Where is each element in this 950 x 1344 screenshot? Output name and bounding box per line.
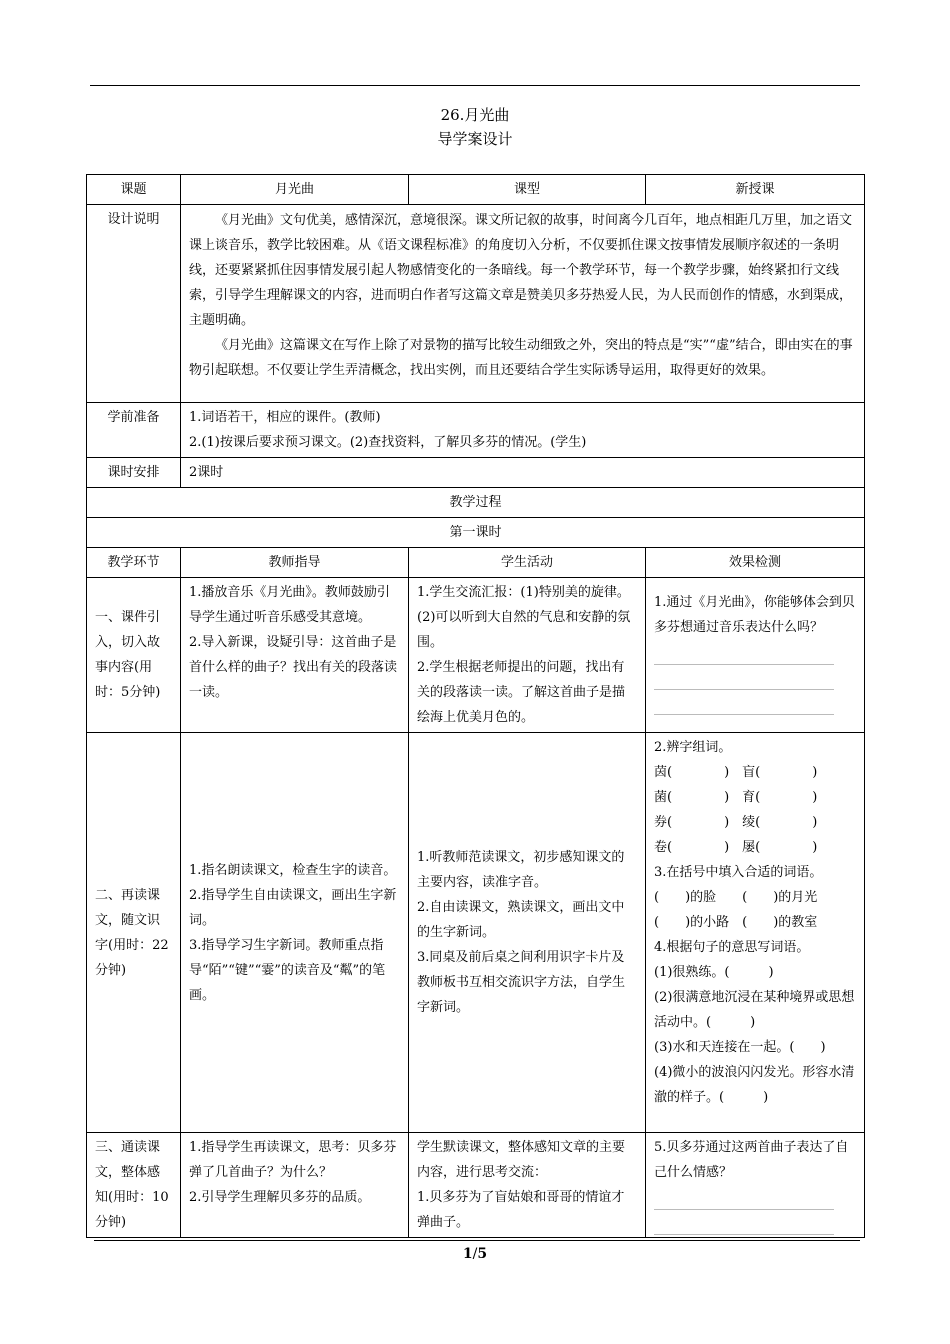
lesson-plan-table bbox=[86, 174, 865, 1238]
design-paragraph-1: 《月光曲》文句优美，感情深沉，意境很深。课文所记叙的故事，时间离今几百年，地点相距几万里，加之语文课上谈音乐，教学比较困难。从《语文课程标准》的角度切入分析，不仅要抓住课文按事情发展顺序叙述的一条明线，还要紧紧抓住因事情发展引起人物感情变化的一条暗线。每一个教学环节，每一个教学步骤，始终紧扣行文线索，引导学生理解课文的内容，进而明白作者写这篇文章是赞美贝多芬热爱人民，为人民而创作的情感，水到渠成，主题明确。 bbox=[189, 213, 853, 328]
schedule-label: 课时安排 bbox=[87, 458, 181, 488]
list-item: 1.学生交流汇报：(1)特别美的旋律。(2)可以听到大自然的气息和安静的氛围。 bbox=[417, 585, 631, 650]
list-item: 菌( ) 育( ) bbox=[654, 790, 818, 805]
list-item: 卷( ) 屡( ) bbox=[654, 840, 818, 855]
prep-item-2: 2.(1)按课后要求预习课文。(2)查找资料，了解贝多芬的情况。(学生) bbox=[189, 435, 587, 450]
list-item: 3.同桌及前后桌之间利用识字卡片及教师板书互相交流识字方法，自学生字新词。 bbox=[417, 950, 626, 1015]
list-item: 茵( ) 盲( ) bbox=[654, 765, 818, 780]
list-item: (2)很满意地沉浸在某种境界或思想活动中。( ) bbox=[654, 990, 855, 1030]
student-cell bbox=[409, 578, 646, 733]
type-label: 课型 bbox=[409, 175, 646, 205]
list-item: 1.指导学生再读课文，思考：贝多芬弹了几首曲子？为什么？ bbox=[189, 1140, 397, 1180]
list-item: (1)很熟练。( ) bbox=[654, 965, 774, 980]
list-item: 2.自由读课文，熟读课文，画出文中的生字新词。 bbox=[417, 900, 625, 940]
list-item: 2.学生根据老师提出的问题，找出有关的段落读一读。了解这首曲子是描绘海上优美月色的。 bbox=[417, 660, 626, 725]
table-row bbox=[87, 1133, 865, 1238]
lesson-title: 第一课时 bbox=[87, 518, 865, 548]
answer-line[interactable] bbox=[654, 1185, 834, 1210]
page-indicator bbox=[0, 1246, 950, 1262]
stage-cell: 三、通读课文，整体感知(用时：10分钟) bbox=[87, 1133, 181, 1238]
check-cell bbox=[646, 578, 865, 733]
design-label: 设计说明 bbox=[87, 205, 181, 403]
list-item: 1.指名朗读课文，检查生字的读音。 bbox=[189, 862, 397, 878]
list-item: 券( ) 绫( ) bbox=[654, 815, 818, 830]
col-header-student: 学生活动 bbox=[409, 548, 646, 578]
check-cell bbox=[646, 733, 865, 1133]
schedule-value: 2课时 bbox=[181, 458, 865, 488]
process-title: 教学过程 bbox=[87, 488, 865, 518]
list-item: 4.根据句子的意思写词语。 bbox=[654, 940, 810, 955]
list-item: 5.贝多芬通过这两首曲子表达了自己什么情感？ bbox=[654, 1140, 849, 1180]
page-number: 1 bbox=[462, 1246, 473, 1262]
topic-label: 课题 bbox=[87, 175, 181, 205]
check-cell bbox=[646, 1133, 865, 1238]
answer-line[interactable] bbox=[654, 1210, 834, 1235]
answer-line[interactable] bbox=[654, 640, 834, 665]
list-item: 2.引导学生理解贝多芬的品质。 bbox=[189, 1190, 371, 1205]
prep-text bbox=[181, 403, 865, 458]
topic-value: 月光曲 bbox=[181, 175, 409, 205]
prep-item-1: 1.词语若干，相应的课件。(教师) bbox=[189, 410, 381, 425]
list-item: 1.听教师范读课文，初步感知课文的主要内容，读准字音。 bbox=[417, 850, 625, 890]
list-item: (3)水和天连接在一起。( ) bbox=[654, 1040, 826, 1055]
answer-line[interactable] bbox=[654, 665, 834, 690]
list-item: 2.指导学生自由读课文，画出生字新词。 bbox=[189, 887, 397, 928]
table-row bbox=[87, 578, 865, 733]
design-text bbox=[181, 205, 865, 403]
teacher-cell bbox=[181, 733, 409, 1133]
table-row bbox=[87, 733, 865, 1133]
stage-cell: 二、再读课文，随文识字(用时：22分钟) bbox=[87, 733, 181, 1133]
page-separator: / bbox=[472, 1246, 478, 1262]
col-header-stage: 教学环节 bbox=[87, 548, 181, 578]
footer-rule bbox=[94, 1240, 860, 1241]
prep-label: 学前准备 bbox=[87, 403, 181, 458]
teacher-cell bbox=[181, 578, 409, 733]
header-rule bbox=[90, 85, 860, 86]
col-header-teacher: 教师指导 bbox=[181, 548, 409, 578]
teacher-cell bbox=[181, 1133, 409, 1238]
list-item: 学生默读课文，整体感知文章的主要内容，进行思考交流： bbox=[417, 1140, 626, 1180]
list-item: 2.导入新课，设疑引导：这首曲子是首什么样的曲子？找出有关的段落读一读。 bbox=[189, 635, 398, 700]
student-cell bbox=[409, 733, 646, 1133]
type-value: 新授课 bbox=[646, 175, 865, 205]
list-item: ( )的小路 ( )的教室 bbox=[654, 915, 818, 930]
list-item: 1.播放音乐《月光曲》。教师鼓励引导学生通过听音乐感受其意境。 bbox=[189, 585, 390, 625]
stage-cell: 一、课件引入，切入故事内容(用时：5分钟) bbox=[87, 578, 181, 733]
page-title: 26.月光曲 bbox=[440, 106, 510, 124]
list-item: 3.指导学习生字新词。教师重点指导“陌”“键”“霎”的读音及“粼”的笔画。 bbox=[189, 937, 386, 1003]
list-item: ( )的脸 ( )的月光 bbox=[654, 890, 818, 905]
col-header-check: 效果检测 bbox=[646, 548, 865, 578]
answer-line[interactable] bbox=[654, 690, 834, 715]
design-paragraph-2: 《月光曲》这篇课文在写作上除了对景物的描写比较生动细致之外，突出的特点是“实”“虚”结合，即由实在的事物引起联想。不仅要让学生弄清概念，找出实例，而且还要结合学生实际诱导运用，取得更好的效果。 bbox=[189, 338, 853, 378]
page-subtitle: 导学案设计 bbox=[437, 130, 513, 148]
list-item: (4)微小的波浪闪闪发光。形容水清澈的样子。( ) bbox=[654, 1065, 855, 1105]
list-item: 3.在括号中填入合适的词语。 bbox=[654, 865, 823, 880]
list-item: 1.贝多芬为了盲姑娘和哥哥的情谊才弹曲子。 bbox=[417, 1190, 625, 1230]
list-item: 2.辨字组词。 bbox=[654, 740, 732, 755]
student-cell bbox=[409, 1133, 646, 1238]
page-total: 5 bbox=[477, 1246, 488, 1262]
list-item: 1.通过《月光曲》，你能够体会到贝多芬想通过音乐表达什么吗？ bbox=[654, 595, 855, 635]
